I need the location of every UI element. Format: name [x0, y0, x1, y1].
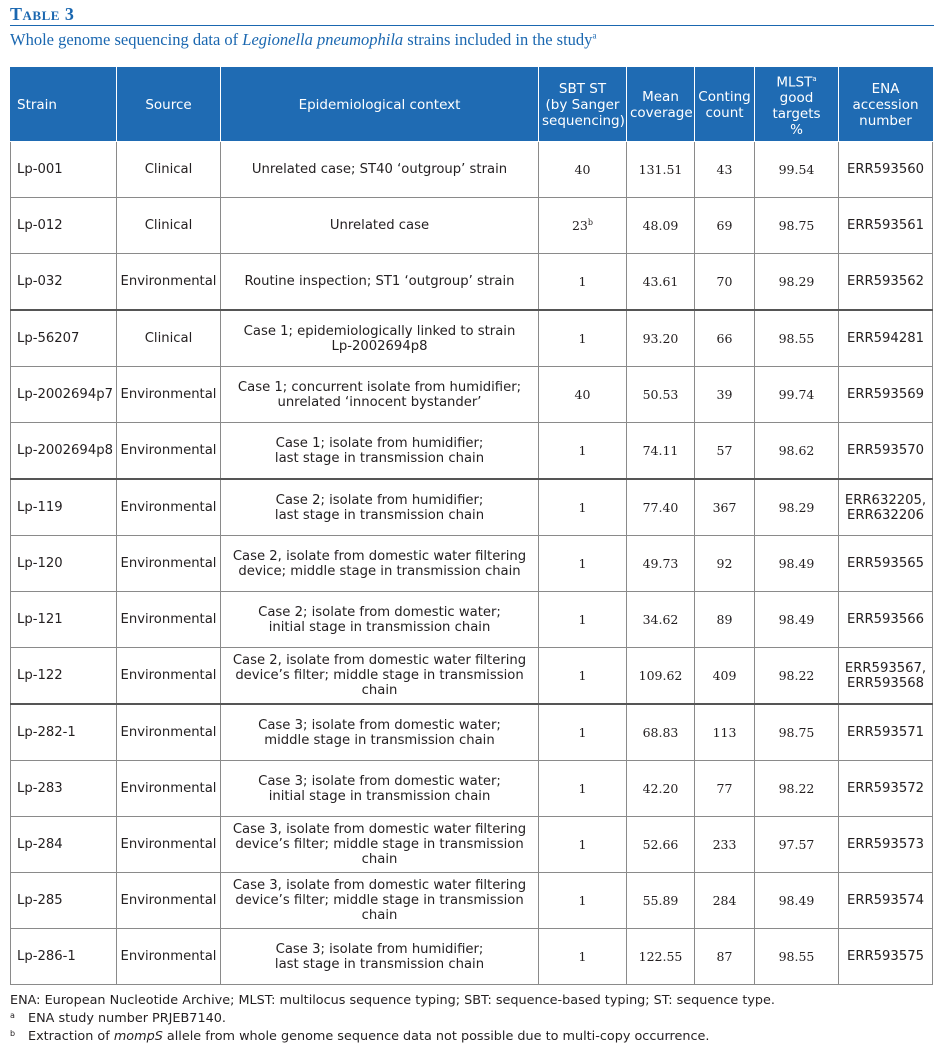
cell-source: Environmental [117, 873, 221, 929]
mlst-header-line-3: % [790, 122, 803, 139]
cell-strain: Lp-285 [11, 873, 117, 929]
cell-strain: Lp-012 [11, 198, 117, 254]
footnote-b-text [28, 1028, 709, 1046]
sbt-value: 1 [578, 893, 587, 908]
cell-contig: 57 [695, 423, 755, 480]
sbt-value: 1 [578, 725, 587, 740]
cell-mlst: 99.54 [755, 142, 839, 198]
cell-contig: 87 [695, 929, 755, 985]
cell-sbt [539, 929, 627, 985]
cell-contig: 233 [695, 817, 755, 873]
cell-ena [839, 254, 933, 311]
cell-context [221, 592, 539, 648]
cell-coverage: 52.66 [627, 817, 695, 873]
ena-line-1: ERR593566 [846, 612, 924, 627]
cell-coverage: 34.62 [627, 592, 695, 648]
context-line-2: initial stage in transmission chain [268, 788, 491, 804]
context-line-3: chain [361, 908, 398, 923]
cell-ena [839, 873, 933, 929]
cell-source: Environmental [117, 254, 221, 311]
table-row [11, 310, 933, 367]
cell-mlst: 98.75 [755, 704, 839, 761]
cell-sbt [539, 592, 627, 648]
context-line-2: last stage in transmission chain [274, 956, 485, 972]
cell-mlst: 99.74 [755, 367, 839, 423]
ena-line-1: ERR593560 [846, 162, 924, 177]
mlst-header-line-2: targets [772, 106, 821, 123]
ena-line-1: ERR593573 [846, 837, 924, 852]
table-row [11, 929, 933, 985]
cell-contig: 69 [695, 198, 755, 254]
cell-ena [839, 536, 933, 592]
context-line-2: device’s filter; middle stage in transmission [235, 668, 524, 683]
cell-strain: Lp-284 [11, 817, 117, 873]
sbt-value: 1 [578, 556, 587, 571]
cell-ena [839, 198, 933, 254]
cell-ena [839, 367, 933, 423]
cell-sbt [539, 198, 627, 254]
ena-line-1: ERR593569 [846, 387, 924, 402]
context-line-2: last stage in transmission chain [274, 507, 485, 523]
table-row [11, 142, 933, 198]
cell-sbt [539, 704, 627, 761]
context-line-1: Case 3, isolate from domestic water filtering [232, 822, 527, 837]
cell-source: Clinical [117, 198, 221, 254]
cell-sbt [539, 254, 627, 311]
context-line-1: Case 1; epidemiologically linked to strain [243, 323, 516, 339]
cell-context [221, 761, 539, 817]
table-row [11, 648, 933, 705]
table-row [11, 817, 933, 873]
cell-strain: Lp-2002694p8 [11, 423, 117, 480]
ena-line-1: ERR593575 [846, 949, 924, 964]
cell-coverage: 48.09 [627, 198, 695, 254]
table-row [11, 254, 933, 311]
context-line-2: device; middle stage in transmission chain [238, 563, 521, 579]
table-row [11, 592, 933, 648]
cell-mlst: 98.62 [755, 423, 839, 480]
table-label: Table 3 [10, 4, 75, 24]
table-row [11, 198, 933, 254]
cell-mlst: 98.49 [755, 536, 839, 592]
cell-contig: 92 [695, 536, 755, 592]
cell-ena [839, 310, 933, 367]
cell-context [221, 648, 539, 705]
table-row [11, 704, 933, 761]
cell-strain: Lp-283 [11, 761, 117, 817]
cell-coverage: 43.61 [627, 254, 695, 311]
cell-contig: 284 [695, 873, 755, 929]
cell-source: Clinical [117, 142, 221, 198]
ena-header-line-3: number [859, 112, 912, 129]
mlst-header-text: MLST [776, 74, 813, 91]
cell-mlst: 98.22 [755, 761, 839, 817]
context-line-1: Unrelated case [329, 218, 430, 233]
cell-context [221, 817, 539, 873]
cell-mlst: 97.57 [755, 817, 839, 873]
cell-contig: 39 [695, 367, 755, 423]
context-line-3: chain [361, 852, 398, 867]
context-line-1: Case 2; isolate from humidifier; [275, 492, 484, 508]
cell-contig: 66 [695, 310, 755, 367]
header-rule [10, 25, 934, 26]
footnote-b-gene: mompS [113, 1029, 163, 1044]
sbt-value: 40 [574, 387, 591, 402]
cell-context [221, 142, 539, 198]
cell-sbt [539, 310, 627, 367]
footnote-a-text: ENA study number PRJEB7140. [28, 1011, 226, 1026]
context-line-1: Case 2; isolate from domestic water; [258, 604, 501, 620]
sbt-value: 1 [578, 949, 587, 964]
sbt-value: 1 [578, 274, 587, 289]
cell-coverage: 68.83 [627, 704, 695, 761]
cell-sbt [539, 873, 627, 929]
ena-line-1: ERR593571 [846, 725, 924, 740]
cell-ena [839, 423, 933, 480]
col-header-source: Source [117, 68, 221, 142]
footnote-b [10, 1028, 940, 1046]
sbt-value: 23 [571, 218, 588, 233]
context-line-2: initial stage in transmission chain [268, 619, 491, 635]
caption-suffix: strains included in the study [403, 30, 593, 49]
table-caption [10, 30, 934, 50]
sbt-header-line-1: SBT ST [558, 80, 607, 97]
cell-source: Environmental [117, 704, 221, 761]
cell-strain: Lp-2002694p7 [11, 367, 117, 423]
sbt-value: 1 [578, 668, 587, 683]
cell-strain: Lp-282-1 [11, 704, 117, 761]
context-line-1: Case 2, isolate from domestic water filtering [232, 653, 527, 668]
cell-mlst: 98.49 [755, 592, 839, 648]
context-line-2: last stage in transmission chain [274, 450, 485, 466]
cell-source: Clinical [117, 310, 221, 367]
cell-source: Environmental [117, 536, 221, 592]
caption-prefix: Whole genome sequencing data of [10, 30, 243, 49]
cell-strain: Lp-121 [11, 592, 117, 648]
context-line-1: Case 1; concurrent isolate from humidifier; [237, 379, 522, 395]
cell-contig: 113 [695, 704, 755, 761]
cell-mlst: 98.29 [755, 479, 839, 536]
header-row [11, 68, 933, 142]
ena-line-2: ERR632206 [846, 507, 924, 523]
coverage-header-line-1: Mean [642, 88, 679, 105]
cell-sbt [539, 423, 627, 480]
cell-coverage: 42.20 [627, 761, 695, 817]
table-row [11, 367, 933, 423]
ena-line-1: ERR593574 [846, 893, 924, 908]
context-line-3: chain [361, 683, 398, 698]
cell-sbt [539, 536, 627, 592]
ena-line-1: ERR593572 [846, 781, 924, 796]
ena-line-1: ERR593561 [846, 218, 924, 233]
cell-mlst: 98.49 [755, 873, 839, 929]
footnote-b-prefix: Extraction of [28, 1029, 114, 1044]
footnotes [10, 992, 940, 1046]
cell-context [221, 704, 539, 761]
mlst-header-line-1 [758, 71, 835, 107]
cell-source: Environmental [117, 648, 221, 705]
sbt-value: 40 [574, 162, 591, 177]
context-line-2: device’s filter; middle stage in transmission [235, 837, 524, 852]
cell-ena [839, 704, 933, 761]
cell-ena [839, 817, 933, 873]
cell-context [221, 310, 539, 367]
ena-line-1: ERR593562 [846, 274, 924, 289]
context-line-1: Case 3; isolate from domestic water; [258, 773, 501, 789]
table-row [11, 536, 933, 592]
cell-sbt [539, 142, 627, 198]
cell-ena [839, 479, 933, 536]
cell-strain: Lp-56207 [11, 310, 117, 367]
context-line-1: Case 1; isolate from humidifier; [275, 435, 484, 451]
cell-contig: 70 [695, 254, 755, 311]
ena-line-1: ERR632205, [844, 492, 927, 508]
footnote-b-mark: b [10, 1029, 16, 1038]
sbt-header-line-3: sequencing) [542, 112, 625, 129]
cell-context [221, 423, 539, 480]
col-header-strain: Strain [11, 68, 117, 142]
context-line-1: Unrelated case; ST40 ‘outgroup’ strain [251, 162, 508, 177]
ena-header-line-2: accession [852, 96, 919, 113]
mlst-header-suffix: good [779, 90, 814, 107]
cell-contig: 43 [695, 142, 755, 198]
cell-coverage: 93.20 [627, 310, 695, 367]
cell-strain: Lp-001 [11, 142, 117, 198]
cell-context [221, 198, 539, 254]
cell-source: Environmental [117, 761, 221, 817]
ena-line-1: ERR593567, [844, 660, 927, 676]
cell-source: Environmental [117, 423, 221, 480]
cell-coverage: 122.55 [627, 929, 695, 985]
cell-strain: Lp-119 [11, 479, 117, 536]
cell-context [221, 536, 539, 592]
table-header [10, 4, 934, 50]
cell-context [221, 479, 539, 536]
context-line-1: Case 3; isolate from humidifier; [275, 941, 484, 957]
cell-context [221, 929, 539, 985]
context-line-1: Case 3, isolate from domestic water filtering [232, 878, 527, 893]
cell-sbt [539, 761, 627, 817]
cell-strain: Lp-122 [11, 648, 117, 705]
footnote-a [10, 1010, 940, 1028]
sbt-footnote-mark: b [587, 217, 594, 227]
cell-coverage: 109.62 [627, 648, 695, 705]
sbt-value: 1 [578, 781, 587, 796]
cell-contig: 409 [695, 648, 755, 705]
sbt-value: 1 [578, 331, 587, 346]
col-header-context: Epidemiological context [221, 68, 539, 142]
cell-strain: Lp-032 [11, 254, 117, 311]
col-header-contig [695, 68, 755, 142]
sbt-value: 1 [578, 837, 587, 852]
footnote-a-mark: a [10, 1011, 15, 1020]
cell-coverage: 55.89 [627, 873, 695, 929]
table-row [11, 479, 933, 536]
context-line-1: Case 2, isolate from domestic water filtering [232, 548, 527, 564]
context-line-1: Case 3; isolate from domestic water; [258, 717, 501, 733]
cell-ena [839, 142, 933, 198]
footnote-b-suffix: allele from whole genome sequence data not possible due to multi-copy occurrence. [162, 1029, 710, 1044]
ena-header-line-1: ENA [871, 80, 900, 97]
col-header-sbt [539, 68, 627, 142]
sbt-header-line-2: (by Sanger [545, 96, 620, 113]
cell-coverage: 74.11 [627, 423, 695, 480]
context-line-1: Routine inspection; ST1 ‘outgroup’ strain [244, 274, 515, 289]
col-header-ena [839, 68, 933, 142]
cell-coverage: 131.51 [627, 142, 695, 198]
cell-coverage: 50.53 [627, 367, 695, 423]
cell-ena [839, 648, 933, 705]
cell-coverage: 49.73 [627, 536, 695, 592]
table-body [11, 142, 933, 985]
caption-species: Legionella pneumophila [242, 30, 404, 49]
ena-line-1: ERR593565 [846, 556, 924, 571]
cell-source: Environmental [117, 817, 221, 873]
cell-contig: 367 [695, 479, 755, 536]
cell-mlst: 98.29 [755, 254, 839, 311]
cell-context [221, 367, 539, 423]
ena-line-2: ERR593568 [846, 675, 924, 691]
cell-source: Environmental [117, 929, 221, 985]
cell-mlst: 98.55 [755, 929, 839, 985]
table-row [11, 423, 933, 480]
cell-sbt [539, 817, 627, 873]
col-header-coverage [627, 68, 695, 142]
contig-header-line-2: count [705, 104, 744, 121]
ena-line-1: ERR594281 [846, 331, 924, 346]
cell-source: Environmental [117, 592, 221, 648]
context-line-2: Lp-2002694p8 [331, 338, 428, 354]
col-header-mlst [755, 68, 839, 142]
cell-mlst: 98.75 [755, 198, 839, 254]
data-table [10, 67, 933, 985]
cell-coverage: 77.40 [627, 479, 695, 536]
caption-footnote-mark: a [592, 30, 597, 41]
sbt-value: 1 [578, 500, 587, 515]
sbt-value: 1 [578, 612, 587, 627]
ena-line-1: ERR593570 [846, 443, 924, 458]
cell-source: Environmental [117, 367, 221, 423]
table-row [11, 873, 933, 929]
cell-contig: 77 [695, 761, 755, 817]
cell-sbt [539, 479, 627, 536]
cell-contig: 89 [695, 592, 755, 648]
sbt-value: 1 [578, 443, 587, 458]
context-line-2: middle stage in transmission chain [264, 732, 495, 748]
cell-sbt [539, 648, 627, 705]
cell-ena [839, 929, 933, 985]
cell-source: Environmental [117, 479, 221, 536]
footnote-abbreviations: ENA: European Nucleotide Archive; MLST: multilocus sequence typing; SBT: sequence-based typing; ST: sequence type. [10, 993, 775, 1008]
context-line-2: device’s filter; middle stage in transmission [235, 893, 524, 908]
cell-ena [839, 592, 933, 648]
table-row [11, 761, 933, 817]
cell-ena [839, 761, 933, 817]
contig-header-line-1: Conting [698, 88, 751, 105]
cell-strain: Lp-120 [11, 536, 117, 592]
cell-context [221, 254, 539, 311]
cell-strain: Lp-286-1 [11, 929, 117, 985]
context-line-2: unrelated ‘innocent bystander’ [277, 394, 482, 410]
cell-context [221, 873, 539, 929]
cell-sbt [539, 367, 627, 423]
cell-mlst: 98.22 [755, 648, 839, 705]
coverage-header-line-2: coverage [630, 104, 693, 121]
cell-mlst: 98.55 [755, 310, 839, 367]
mlst-header-mark: a [812, 74, 817, 83]
